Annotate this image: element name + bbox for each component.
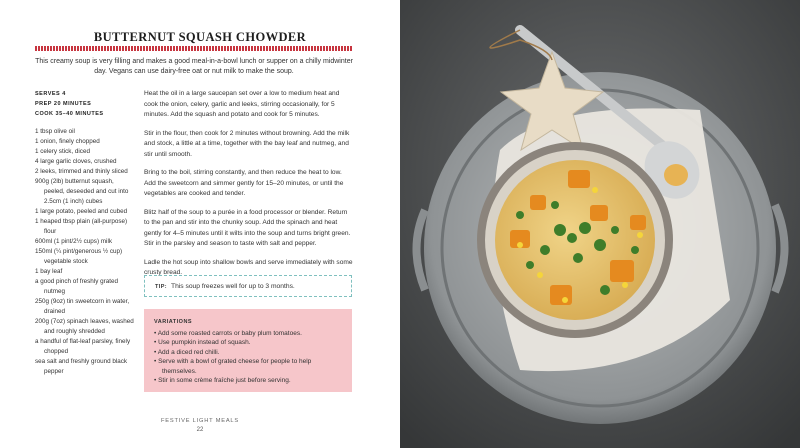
ingredient-item: sea salt and freshly ground black pepper (35, 358, 128, 375)
ingredient-item: 1 tbsp olive oil (35, 128, 75, 135)
ingredient-item: 1 celery stick, diced (35, 148, 90, 155)
serves-label: SERVES 4 (35, 91, 66, 97)
ingredient-item: 200g (7oz) spinach leaves, washed and roughly shredded (35, 318, 134, 335)
soup-photo (400, 0, 800, 448)
method-section (144, 89, 354, 287)
ingredient-item: a handful of flat-leaf parsley, finely chopped (35, 338, 131, 355)
method-step: Heat the oil in a large saucepan set over a low to medium heat and cook the onion, celery, garlic and leeks, stirring occasionally, for 5 minutes. Add the squash and potato and cook for 5 minutes. (144, 90, 340, 118)
ingredient-item: a good pinch of freshly grated nutmeg (35, 278, 118, 295)
variation-item: • Add some roasted carrots or baby plum tomatoes. (154, 329, 302, 337)
ingredient-item: 150ml (¼ pint/generous ½ cup) vegetable stock (35, 248, 123, 265)
variation-item: • Add a diced red chilli. (154, 348, 220, 356)
ingredient-item: 2 leeks, trimmed and thinly sliced (35, 168, 128, 175)
title-divider (35, 46, 353, 51)
recipe-title: BUTTERNUT SQUASH CHOWDER (93, 30, 307, 44)
method-step: Bring to the boil, stirring constantly, and then reduce the heat to low. Add the sweetcorn and simmer gently for 15–20 minutes, or until the vegetables are cooked and tender. (144, 169, 344, 197)
tip-text: This soup freezes well for up to 3 months. (171, 283, 295, 290)
ingredient-item: 1 heaped tbsp plain (all-purpose) flour (35, 218, 128, 235)
ingredient-item: 1 large potato, peeled and cubed (35, 208, 128, 215)
variation-item: • Serve with a bowl of grated cheese for people to help themselves. (154, 358, 312, 375)
footer-section-title: FESTIVE LIGHT MEALS (161, 418, 239, 424)
recipe-intro: This creamy soup is very filling and makes a good meal-in-a-bowl lunch or supper on a chilly midwinter day. Vegans can use dairy-free oat or nut milk to make the soup. (35, 58, 353, 75)
variation-item: • Use pumpkin instead of squash. (154, 339, 251, 346)
ingredient-item: 1 onion, finely chopped (35, 138, 100, 145)
variations-box (144, 309, 352, 392)
prep-time: PREP 20 MINUTES (35, 101, 92, 107)
tip-box (144, 275, 352, 297)
ingredient-item: 250g (9oz) tin sweetcorn in water, drained (35, 298, 130, 315)
page-number: 22 (196, 427, 204, 433)
method-step: Stir in the flour, then cook for 2 minutes without browning. Add the milk and stock, a little at a time, together with the bay leaf and nutmeg, and stir until smooth. (144, 129, 350, 158)
soup-photo-illustration (400, 0, 800, 448)
ingredient-item: 1 bay leaf (35, 268, 63, 275)
variation-item: • Stir in some crème fraîche just before serving. (154, 377, 291, 384)
recipe-meta (35, 89, 104, 119)
cook-time: COOK 35–40 MINUTES (35, 111, 104, 117)
tip-label: TIP: (155, 284, 167, 290)
ingredients-list (35, 127, 135, 377)
ingredient-item: 900g (2lb) butternut squash, peeled, deseeded and cut into 2.5cm (1 inch) cubes (35, 178, 129, 205)
method-step: Blitz half of the soup to a purée in a food processor or blender. Return to the pan and stir into the chunky soup. Add the spinach and heat gently for 4–5 minutes until it wilts into the soup and turns bright green. Stir in the parsley and season to taste with salt and pepper. (144, 208, 351, 247)
method-step: Ladle the hot soup into shallow bowls and serve immediately with some crusty bread. (144, 258, 353, 276)
ingredient-item: 4 large garlic cloves, crushed (35, 158, 117, 165)
ingredient-item: 600ml (1 pint/2½ cups) milk (35, 238, 112, 245)
variations-heading: VARIATIONS (154, 319, 193, 325)
